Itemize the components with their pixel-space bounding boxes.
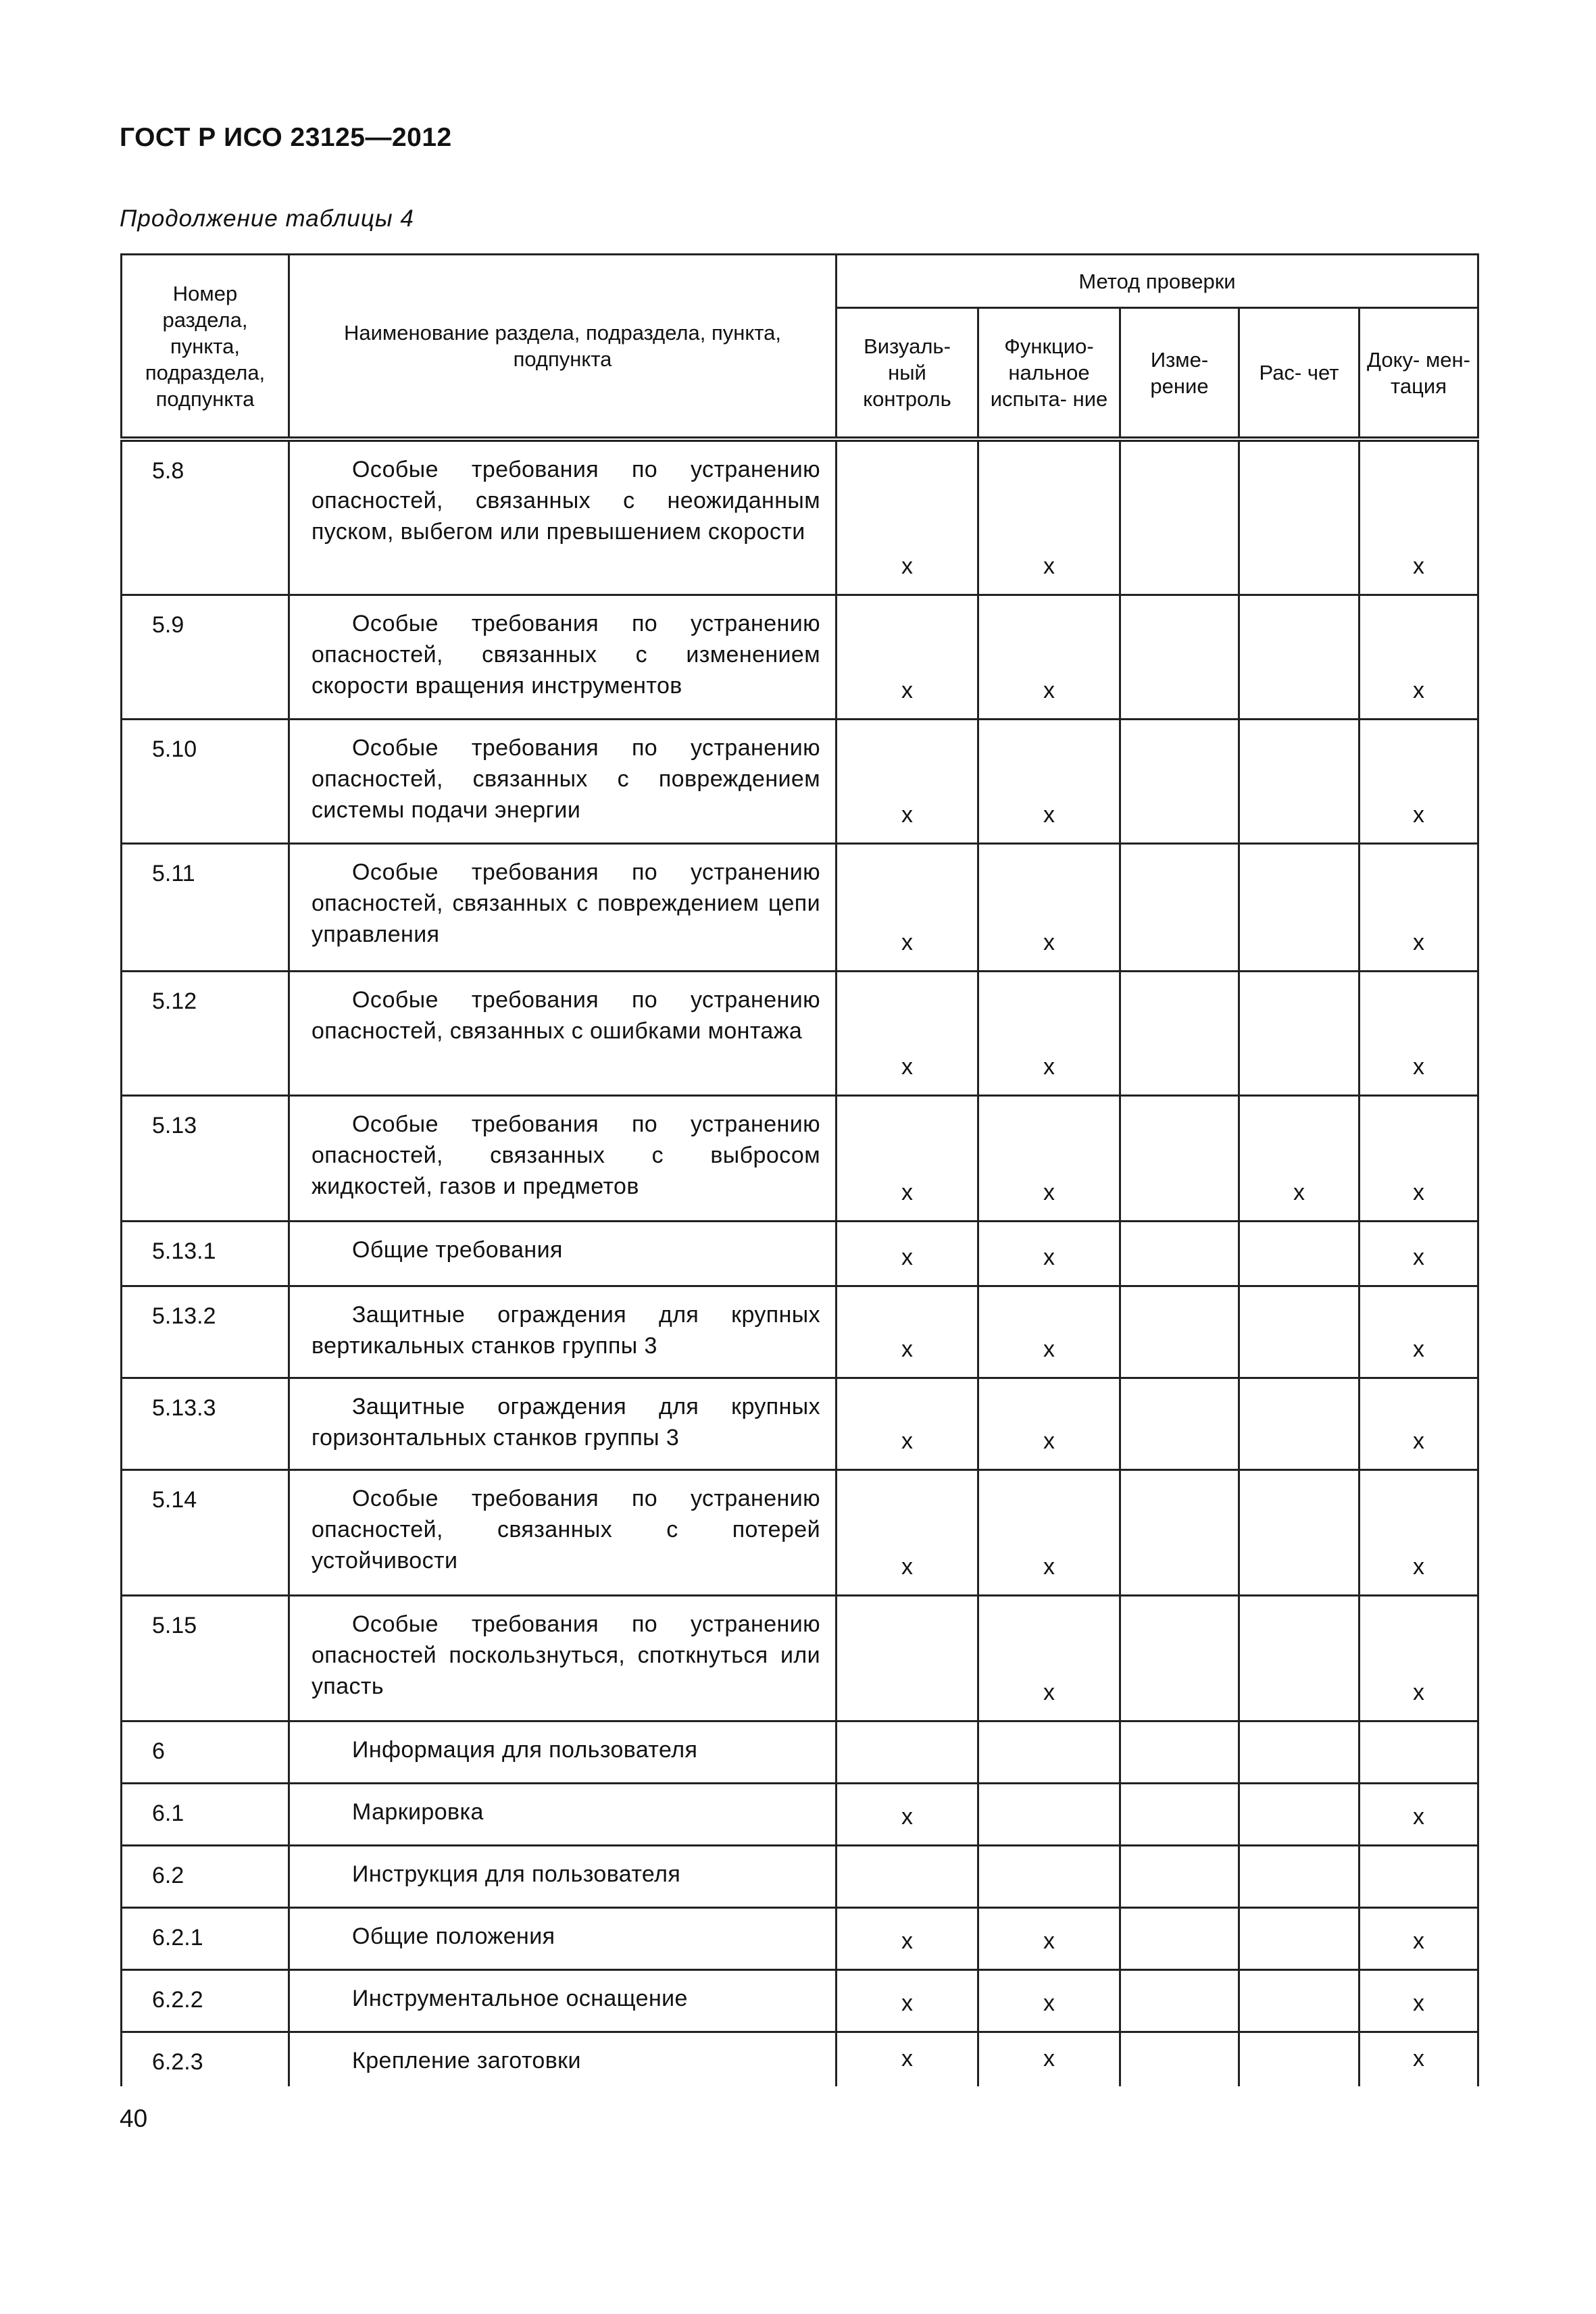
- row-number: 5.13.1: [122, 1221, 289, 1286]
- row-mark: [1120, 1095, 1239, 1221]
- row-mark: [1120, 1845, 1239, 1907]
- row-mark: x: [978, 1907, 1120, 1969]
- row-name: Особые требования по устранению опасностей, связанных с неожиданным пуском, выбегом или превышением скорости: [289, 439, 837, 595]
- row-name: Особые требования по устранению опасностей поскользнуться, споткнуться или упасть: [289, 1595, 837, 1721]
- row-mark: [1239, 2032, 1360, 2086]
- row-mark: x: [1360, 2032, 1478, 2086]
- row-mark: x: [1360, 1969, 1478, 2032]
- row-number: 5.15: [122, 1595, 289, 1721]
- row-name: Особые требования по устранению опасностей, связанных с изменением скорости вращения инструментов: [289, 595, 837, 719]
- header-method-calculation: Рас- чет: [1239, 308, 1360, 440]
- table-body: [122, 439, 1478, 2086]
- row-mark: [1120, 1969, 1239, 2032]
- table-row: [122, 1907, 1478, 1969]
- table-row: [122, 1721, 1478, 1783]
- row-mark: x: [978, 1595, 1120, 1721]
- row-mark: x: [837, 1378, 978, 1469]
- header-method-documentation: Доку- мен- тация: [1360, 308, 1478, 440]
- row-name: Маркировка: [289, 1783, 837, 1845]
- row-mark: x: [1360, 1286, 1478, 1378]
- row-mark: x: [837, 1783, 978, 1845]
- row-mark: [1120, 595, 1239, 719]
- row-mark: x: [1360, 971, 1478, 1095]
- row-name: Крепление заготовки: [289, 2032, 837, 2086]
- header-method-visual: Визуаль- ный контроль: [837, 308, 978, 440]
- row-mark: [1239, 1286, 1360, 1378]
- row-mark: [1120, 971, 1239, 1095]
- row-mark: [1360, 1845, 1478, 1907]
- row-mark: x: [1360, 595, 1478, 719]
- row-mark: x: [978, 439, 1120, 595]
- row-mark: [978, 1845, 1120, 1907]
- row-mark: x: [837, 2032, 978, 2086]
- header-method-functional: Функцио- нальное испыта- ние: [978, 308, 1120, 440]
- table-row: [122, 439, 1478, 595]
- row-number: 5.8: [122, 439, 289, 595]
- row-number: 6.2.2: [122, 1969, 289, 2032]
- row-mark: x: [837, 439, 978, 595]
- row-mark: [1120, 1783, 1239, 1845]
- row-mark: [978, 1721, 1120, 1783]
- row-mark: [1239, 1907, 1360, 1969]
- row-mark: [1239, 1721, 1360, 1783]
- row-mark: [1239, 843, 1360, 971]
- row-name: Защитные ограждения для крупных горизонтальных станков группы 3: [289, 1378, 837, 1469]
- row-mark: [1120, 1721, 1239, 1783]
- row-number: 5.11: [122, 843, 289, 971]
- row-mark: [1120, 2032, 1239, 2086]
- row-mark: [1239, 595, 1360, 719]
- table-caption: Продолжение таблицы 4: [120, 205, 414, 232]
- row-mark: x: [837, 719, 978, 843]
- row-mark: [1239, 1969, 1360, 2032]
- table-row: [122, 1469, 1478, 1595]
- table-row: [122, 1221, 1478, 1286]
- row-mark: [978, 1783, 1120, 1845]
- row-name: Особые требования по устранению опасностей, связанных с повреждением цепи управления: [289, 843, 837, 971]
- row-mark: x: [1360, 843, 1478, 971]
- row-mark: x: [837, 1469, 978, 1595]
- row-mark: [1239, 719, 1360, 843]
- row-mark: x: [978, 1969, 1120, 2032]
- table-row: [122, 1845, 1478, 1907]
- table-row: [122, 1095, 1478, 1221]
- row-mark: x: [1360, 1095, 1478, 1221]
- row-number: 5.14: [122, 1469, 289, 1595]
- row-mark: x: [1360, 1783, 1478, 1845]
- row-mark: [1239, 1845, 1360, 1907]
- row-name: Особые требования по устранению опасностей, связанных с повреждением системы подачи энергии: [289, 719, 837, 843]
- row-mark: [1120, 1221, 1239, 1286]
- row-mark: [1239, 1221, 1360, 1286]
- row-mark: x: [1360, 1378, 1478, 1469]
- row-name: Особые требования по устранению опасностей, связанных с ошибками монтажа: [289, 971, 837, 1095]
- row-name: Инструментальное оснащение: [289, 1969, 837, 2032]
- row-number: 6.2.1: [122, 1907, 289, 1969]
- row-mark: x: [978, 1221, 1120, 1286]
- row-mark: x: [837, 595, 978, 719]
- row-number: 6.2.3: [122, 2032, 289, 2086]
- row-number: 5.13: [122, 1095, 289, 1221]
- row-mark: x: [837, 1221, 978, 1286]
- row-mark: [1239, 439, 1360, 595]
- row-mark: [1120, 1595, 1239, 1721]
- row-mark: [1120, 439, 1239, 595]
- row-mark: x: [1360, 719, 1478, 843]
- row-mark: x: [1360, 1221, 1478, 1286]
- row-number: 5.13.2: [122, 1286, 289, 1378]
- row-number: 6: [122, 1721, 289, 1783]
- table-row: [122, 1783, 1478, 1845]
- table-row: [122, 971, 1478, 1095]
- row-name: Особые требования по устранению опасностей, связанных с потерей устойчивости: [289, 1469, 837, 1595]
- row-mark: x: [978, 843, 1120, 971]
- header-verification-method: Метод проверки: [837, 255, 1478, 308]
- row-mark: x: [1360, 1595, 1478, 1721]
- row-mark: x: [837, 1969, 978, 2032]
- row-mark: x: [978, 1286, 1120, 1378]
- row-name: Особые требования по устранению опасностей, связанных с выбросом жидкостей, газов и предметов: [289, 1095, 837, 1221]
- row-mark: [1120, 1378, 1239, 1469]
- row-mark: x: [837, 1286, 978, 1378]
- row-mark: [1239, 1378, 1360, 1469]
- row-name: Общие требования: [289, 1221, 837, 1286]
- row-mark: x: [978, 595, 1120, 719]
- row-mark: x: [978, 971, 1120, 1095]
- header-section-number: Номер раздела, пункта, подраздела, подпункта: [122, 255, 289, 440]
- row-number: 5.10: [122, 719, 289, 843]
- row-mark: [837, 1595, 978, 1721]
- verification-table: [120, 253, 1479, 2086]
- table-row: [122, 1286, 1478, 1378]
- row-mark: x: [837, 843, 978, 971]
- row-mark: x: [978, 1095, 1120, 1221]
- row-mark: [1239, 1595, 1360, 1721]
- header-section-name: Наименование раздела, подраздела, пункта, подпункта: [289, 255, 837, 440]
- row-mark: x: [978, 719, 1120, 843]
- document-title: ГОСТ Р ИСО 23125—2012: [120, 123, 452, 152]
- row-mark: x: [978, 2032, 1120, 2086]
- row-mark: [1120, 1907, 1239, 1969]
- row-name: Защитные ограждения для крупных вертикальных станков группы 3: [289, 1286, 837, 1378]
- row-mark: [837, 1845, 978, 1907]
- row-mark: x: [1360, 1469, 1478, 1595]
- row-mark: [1239, 971, 1360, 1095]
- row-number: 5.12: [122, 971, 289, 1095]
- row-mark: [1120, 843, 1239, 971]
- row-number: 6.2: [122, 1845, 289, 1907]
- row-mark: [837, 1721, 978, 1783]
- row-number: 5.9: [122, 595, 289, 719]
- table-row: [122, 719, 1478, 843]
- table-row: [122, 843, 1478, 971]
- row-name: Информация для пользователя: [289, 1721, 837, 1783]
- row-mark: [1239, 1783, 1360, 1845]
- table-row: [122, 2032, 1478, 2086]
- row-mark: [1120, 1286, 1239, 1378]
- row-name: Инструкция для пользователя: [289, 1845, 837, 1907]
- row-mark: x: [837, 1095, 978, 1221]
- row-number: 6.1: [122, 1783, 289, 1845]
- table-row: [122, 1378, 1478, 1469]
- row-mark: x: [1360, 439, 1478, 595]
- page-number: 40: [120, 2105, 148, 2132]
- row-mark: [1120, 719, 1239, 843]
- row-number: 5.13.3: [122, 1378, 289, 1469]
- row-mark: x: [837, 971, 978, 1095]
- row-mark: [1239, 1469, 1360, 1595]
- table-row: [122, 1969, 1478, 2032]
- row-mark: x: [837, 1907, 978, 1969]
- row-mark: x: [1239, 1095, 1360, 1221]
- table-row: [122, 1595, 1478, 1721]
- row-mark: x: [978, 1469, 1120, 1595]
- table-row: [122, 595, 1478, 719]
- row-mark: [1360, 1721, 1478, 1783]
- row-name: Общие положения: [289, 1907, 837, 1969]
- row-mark: [1120, 1469, 1239, 1595]
- row-mark: x: [978, 1378, 1120, 1469]
- header-method-measurement: Изме- рение: [1120, 308, 1239, 440]
- row-mark: x: [1360, 1907, 1478, 1969]
